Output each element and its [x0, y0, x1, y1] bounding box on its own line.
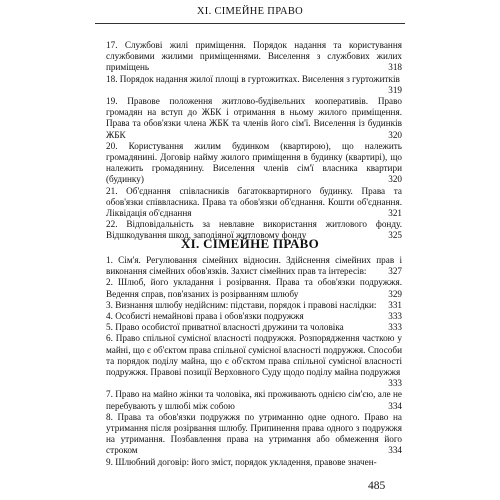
toc-entry-page: 327: [388, 266, 402, 277]
toc-entry-text: 8. Права та обов'язки подружжя по утриманню одне одного. Право на утримання після розірвання шлюбу. Припинення права одного з подружжя на утримання. Позбавлення права на утримання або обмеження його строком: [106, 411, 402, 456]
toc-entry-text: 2. Шлюб, його укладання і розірвання. Права та обов'язки подружжя. Ведення справ, пов'язаних із розірванням шлюбу: [106, 277, 402, 299]
toc-entry-text: 22. Відповідальність за невлавне використання житлового фонду. Відшкодування шкод, заподіяної житловому фонду: [106, 219, 402, 241]
toc-entry-page: 334: [388, 445, 402, 456]
toc-entry: [106, 457, 402, 468]
toc-entry-page: 331: [388, 299, 402, 310]
toc-entry: [106, 333, 402, 389]
toc-entry-page: 321: [388, 208, 402, 219]
toc-entry-page: 333: [388, 322, 402, 333]
toc-entry-page: 329: [388, 288, 402, 299]
toc-entry: [106, 141, 402, 186]
toc-entry: [106, 311, 402, 322]
toc-list-family: [106, 255, 402, 468]
section-title: XI. СІМЕЙНЕ ПРАВО: [180, 236, 320, 251]
toc-entry: [106, 255, 402, 277]
toc-entry: [106, 74, 402, 96]
toc-entry: [106, 322, 402, 333]
toc-entry: [106, 186, 402, 220]
toc-entry-text: 17. Службові жилі приміщення. Порядок надання та користування службовими жилими приміщеннями. Виселення з службових жилих приміщень: [106, 40, 402, 73]
toc-entry: [106, 389, 402, 411]
toc-entry-page: 320: [388, 174, 402, 185]
toc-entry: [106, 412, 402, 457]
toc-entry-page: 333: [388, 311, 402, 322]
toc-entry-page: 325: [388, 230, 402, 241]
toc-entry-text: 20. Користування жилим будинком (квартирою), що належить громадянині. Договір найму жилого приміщення в будинку (квартирі), що належить громадянину. Виселення членів сім'ї власника квартири (будинку): [106, 140, 402, 185]
toc-entry-text: 9. Шлюбний договір: його зміст, порядок укладення, правове значен-: [106, 456, 377, 467]
toc-entry-text: 19. Правове положення житлово-будівельних кооперативів. Право громадян на вступ до ЖБК і отримання в ньому жилого приміщення. Права та обов'язки члена ЖБК та членів його сім'ї. Виселення із будинків ЖБК: [106, 96, 402, 140]
toc-entry: [106, 96, 402, 141]
toc-list-housing: [106, 40, 402, 242]
running-head: XI. СІМЕЙНЕ ПРАВО: [196, 6, 304, 17]
header-rule: [95, 23, 405, 24]
toc-entry-text: 21. Об'єднання співласників багатоквартирного будинку. Права та обов'язки співвласника. Права та обов'язки об'єднання. Кошти об'єднання. Ліквідація об'єднання: [106, 185, 402, 219]
toc-entry-page: 334: [388, 400, 402, 411]
toc-entry-text: 3. Визнання шлюбу недійсним: підстави, порядок і правові наслідки:: [106, 299, 377, 310]
toc-entry: [106, 300, 402, 311]
toc-entry: [106, 277, 402, 299]
toc-entry-text: 6. Право спільної сумісної власності подружжя. Розпорядження часткою у майні, що є об'єктом права спільної сумісної власності подружжя. Способи та порядок поділу майна, що є об'єктом права спільної сумісної власності подружжя. Правові позиції Верховного Суду щодо поділу майна подружжя: [106, 333, 402, 378]
toc-entry-page: 319: [388, 84, 402, 95]
toc-entry-text: 4. Особисті немайнові права і обов'язки подружжя: [106, 311, 304, 322]
toc-entry-text: 7. Право на майно жінки та чоловіка, які проживають однією сім'єю, але не перебувають у шлюбі між собою: [106, 389, 402, 411]
toc-entry-page: 320: [388, 129, 402, 140]
toc-entry-text: 1. Сім'я. Регулювання сімейних відносин. Здійснення сімейних прав і виконання сімейних обов'язків. Захист сімейних прав та інтересів:: [106, 255, 402, 277]
toc-entry-page: 318: [388, 62, 402, 73]
page-number: 485: [368, 480, 386, 492]
toc-entry-page: 333: [388, 378, 402, 389]
toc-entry-text: 18. Порядок надання жилої площі в гуртожитках. Виселення з гуртожитків: [106, 73, 400, 84]
toc-entry-text: 5. Право особистої приватної власності дружини та чоловіка: [106, 322, 344, 333]
toc-entry: [106, 40, 402, 74]
